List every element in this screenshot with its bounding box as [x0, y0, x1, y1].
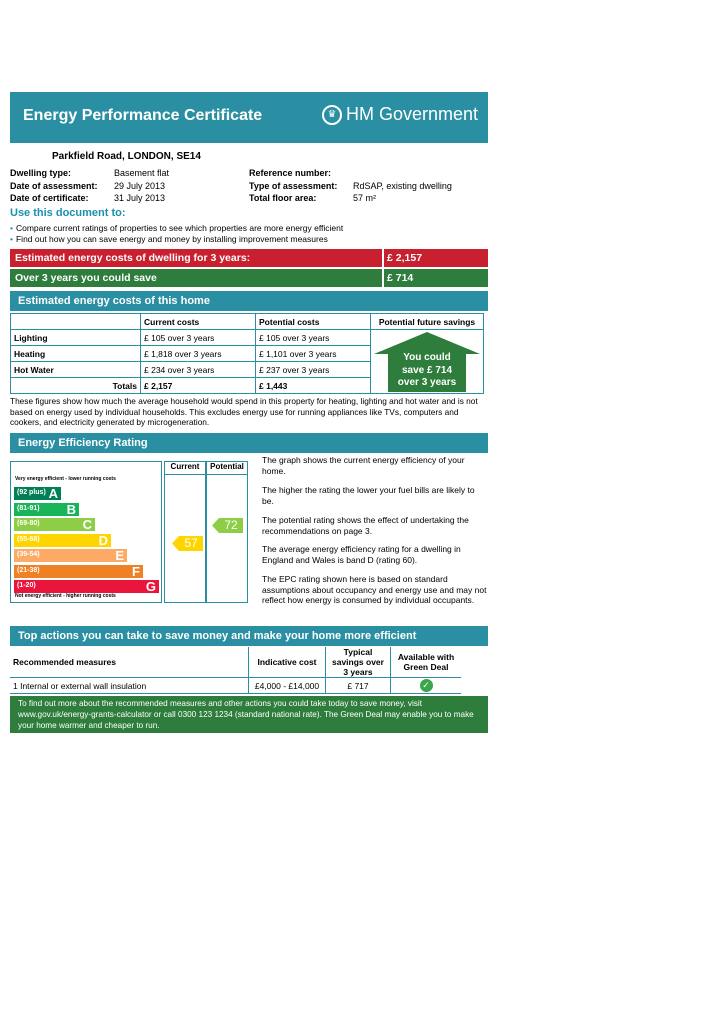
measures-header: Recommended measures — [10, 647, 249, 678]
band-letter: G — [145, 579, 156, 594]
band-range: (39-54) — [17, 551, 40, 558]
estimated-cost-label: Estimated energy costs of dwelling for 3 years: — [15, 252, 251, 264]
rating-paragraph-5: The EPC rating shown here is based on standard assumptions about occupancy and energy use and may not reflect how energy is consumed by individual occupants. — [262, 574, 487, 605]
rating-band-c — [14, 518, 95, 531]
band-range: (1-20) — [17, 582, 36, 589]
savings-value: £ 714 — [387, 272, 414, 284]
rating-paragraph-1: The graph shows the current energy efficiency of your home. — [262, 455, 465, 476]
recommended-measures-table — [10, 647, 461, 694]
check-icon: ✓ — [420, 679, 433, 692]
rating-paragraph-3: The potential rating shows the effect of undertaking the recommendations on page 3. — [262, 515, 469, 536]
savings-bar — [10, 269, 488, 287]
rating-paragraph-2: The higher the rating the lower your fuel bills are likely to be. — [262, 485, 475, 506]
actions-section-title-bar — [10, 626, 488, 646]
rating-section-title: Energy Efficiency Rating — [18, 437, 148, 449]
rating-band-d — [14, 534, 111, 547]
assessment-date-value: 29 July 2013 — [114, 181, 166, 191]
table-header-row — [11, 314, 484, 330]
assessment-date-label: Date of assessment: — [10, 181, 98, 191]
potential-rating-arrow — [212, 518, 243, 538]
rating-paragraph-4: The average energy efficiency rating for a dwelling in England and Wales is band D (rating 60). — [262, 544, 461, 565]
hm-government-text: HM Government — [346, 104, 479, 124]
savings-arrow — [374, 332, 480, 392]
band-range: (55-68) — [17, 535, 40, 543]
dwelling-type-value: Basement flat — [114, 168, 170, 178]
arrow-text-line-3: over 3 years — [397, 377, 457, 388]
band-letter: A — [48, 486, 58, 501]
potential-costs-header: Potential costs — [256, 314, 371, 330]
potential-rating-value: 72 — [224, 518, 238, 532]
indicative-cost-header: Indicative cost — [249, 647, 326, 678]
band-letter: E — [115, 548, 124, 563]
table-row: Heating £ 1,818 over 3 years £ 1,101 over 3 years — [11, 346, 484, 362]
use-document-title: Use this document to: — [10, 207, 126, 219]
top-caption: Very energy efficient - lower running costs — [15, 476, 116, 482]
band-letter: C — [82, 517, 92, 532]
band-letter: D — [98, 532, 108, 548]
savings-label: Over 3 years you could save — [15, 272, 157, 284]
current-rating-value: 57 — [184, 536, 198, 550]
current-header: Current — [165, 462, 205, 475]
hm-government-logo — [322, 104, 478, 125]
rating-band-b — [14, 503, 79, 516]
table-row: 1 Internal or external wall insulation £4,000 - £14,000 £ 717 ✓ — [10, 678, 461, 694]
current-rating-arrow — [172, 536, 203, 556]
current-rating-column — [164, 461, 206, 603]
costs-section-title: Estimated energy costs of this home — [18, 295, 210, 307]
use-bullet-2: • Find out how you can save energy and money by installing improvement measures — [10, 234, 328, 244]
typical-savings-header: Typical savings over 3 years — [326, 647, 391, 678]
rating-band-f — [14, 565, 143, 578]
band-range: (81-91) — [17, 504, 40, 512]
band-range: (92 plus) — [17, 489, 46, 496]
table-row: Lighting £ 105 over 3 years £ 105 over 3 years — [11, 330, 484, 346]
rating-band-a — [14, 487, 61, 500]
assessment-type-value: RdSAP, existing dwelling — [353, 181, 452, 191]
totals-row: Totals £ 2,157 £ 1,443 — [11, 378, 484, 394]
costs-section-title-bar — [10, 291, 488, 311]
certificate-title: Energy Performance Certificate — [23, 107, 263, 124]
table-header-row — [10, 647, 461, 678]
band-letter: B — [66, 501, 76, 517]
green-deal-header: Available with Green Deal — [391, 647, 462, 678]
arrow-text-line-2: save £ 714 — [401, 364, 453, 376]
royal-crest-icon: ♛ — [322, 105, 342, 125]
estimated-cost-value: £ 2,157 — [387, 252, 423, 264]
certificate-header — [10, 92, 488, 143]
band-letter: F — [132, 563, 140, 579]
rating-band-g — [14, 580, 159, 593]
dwelling-type-label: Dwelling type: — [10, 168, 72, 178]
band-range: (21-38) — [17, 566, 40, 574]
potential-header: Potential — [207, 462, 247, 475]
current-costs-header: Current costs — [141, 314, 256, 330]
rating-band-e — [14, 549, 127, 562]
table-row: Hot Water £ 234 over 3 years £ 237 over 3 years — [11, 362, 484, 378]
actions-section-title: Top actions you can take to save money and make your home more efficient — [18, 630, 417, 642]
future-savings-header: Potential future savings — [371, 314, 484, 330]
floor-area-label: Total floor area: — [249, 193, 317, 203]
rating-chart — [10, 461, 162, 603]
property-address: Parkfield Road, LONDON, SE14 — [52, 151, 201, 162]
reference-label: Reference number: — [249, 168, 332, 178]
certificate-date-value: 31 July 2013 — [114, 193, 166, 203]
more-info-box — [10, 696, 488, 733]
certificate-date-label: Date of certificate: — [10, 193, 89, 203]
assessment-type-label: Type of assessment: — [249, 181, 338, 191]
more-info-text: To find out more about the recommended measures and other actions you could take today to save money, visit www.gov.uk/energy-grants-calculator or call 0300 123 1234 (standard national rate). The Green Deal may enable you to make your home warmer and cheaper to run. — [18, 699, 474, 730]
costs-note: These figures show how much the average household would spend in this property for heating, lighting and hot water and is not based on energy used by individual households. This excludes energy use for running appliances like TVs, computers and cookers, and electricity generated by microgeneration. — [10, 396, 478, 427]
arrow-text-line-1: You could — [403, 352, 451, 363]
use-bullet-1: • Compare current ratings of properties to see which properties are more energy efficient — [10, 223, 344, 233]
estimated-cost-bar — [10, 249, 488, 267]
bottom-caption: Not energy efficient - higher running costs — [15, 593, 116, 599]
rating-section-title-bar — [10, 433, 488, 453]
band-range: (69-80) — [17, 520, 40, 527]
floor-area-value: 57 m² — [353, 193, 377, 203]
